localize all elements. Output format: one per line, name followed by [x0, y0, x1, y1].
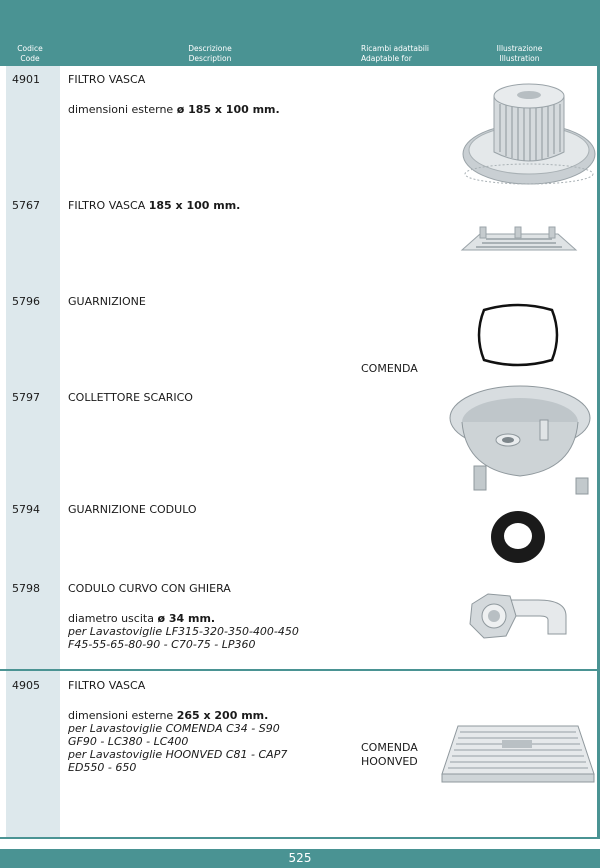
title-prefix: FILTRO VASCA	[68, 199, 149, 212]
adaptable-brand: COMENDA	[361, 362, 418, 375]
dims-value: 265 x 200 mm.	[176, 709, 269, 722]
item-title	[68, 199, 353, 212]
compat-line: per Lavastoviglie COMENDA C34 - S90	[68, 722, 280, 735]
item-title: COLLETTORE SCARICO	[68, 391, 193, 404]
item-code: 4905	[12, 679, 40, 692]
item-description	[68, 391, 353, 404]
drain-collector-image	[448, 382, 592, 496]
header-code-en: Code	[20, 54, 40, 63]
top-band	[0, 0, 600, 42]
gasket-ring-image	[470, 300, 566, 370]
item-description	[68, 199, 353, 212]
item-description	[68, 679, 353, 774]
item-code: 5797	[12, 391, 40, 404]
footer-band	[0, 849, 600, 868]
item-description	[68, 503, 353, 516]
header-ill-en: Illustration	[499, 54, 540, 63]
dims-prefix: dimensioni esterne	[68, 709, 177, 722]
header-ill-it: Illustrazione	[496, 44, 543, 53]
item-dimensions	[68, 709, 353, 722]
compat-line: per Lavastoviglie LF315-320-350-400-450	[68, 625, 299, 638]
header-description	[60, 44, 360, 64]
nozzle-gasket-image	[488, 508, 548, 566]
table-header	[0, 42, 600, 66]
compat-line: GF90 - LC380 - LC400	[68, 735, 189, 748]
header-code	[0, 44, 60, 64]
item-code: 4901	[12, 73, 40, 86]
bottom-divider	[0, 837, 600, 839]
dims-prefix: diametro uscita	[68, 612, 158, 625]
item-description	[68, 295, 353, 308]
adaptable-brands	[361, 741, 418, 769]
header-ric-it: Ricambi adattabili	[361, 44, 429, 53]
adaptable-brand: HOONVED	[361, 755, 418, 768]
item-title: GUARNIZIONE	[68, 295, 146, 308]
item-code: 5796	[12, 295, 40, 308]
adaptable-brand: COMENDA	[361, 741, 418, 754]
header-ric-en: Adaptable for	[361, 54, 412, 63]
dims-prefix: dimensioni esterne	[68, 103, 177, 116]
item-title: CODULO CURVO CON GHIERA	[68, 582, 231, 595]
header-code-it: Codice	[17, 44, 43, 53]
header-adaptable	[361, 44, 461, 64]
item-description	[68, 582, 353, 651]
item-dimensions	[68, 612, 353, 625]
item-title: FILTRO VASCA	[68, 679, 146, 692]
compat-line: F45-55-65-80-90 - C70-75 - LP360	[68, 638, 256, 651]
header-desc-en: Description	[188, 54, 232, 63]
item-title: FILTRO VASCA	[68, 73, 146, 86]
item-code: 5767	[12, 199, 40, 212]
code-column-background	[6, 66, 60, 837]
page-number: 525	[288, 851, 312, 865]
dims-value: ø 34 mm.	[157, 612, 216, 625]
item-dimensions	[68, 103, 353, 116]
round-filter-image	[462, 74, 597, 192]
dims-value: ø 185 x 100 mm.	[176, 103, 280, 116]
item-code: 5794	[12, 503, 40, 516]
title-dims: 185 x 100 mm.	[148, 199, 241, 212]
item-title: GUARNIZIONE CODULO	[68, 503, 197, 516]
curved-nozzle-image	[466, 590, 570, 650]
header-illustration	[462, 44, 577, 64]
rectangular-filter-image	[438, 722, 598, 786]
item-code: 5798	[12, 582, 40, 595]
half-filter-image	[460, 222, 578, 260]
compat-line: ED550 - 650	[68, 761, 137, 774]
header-desc-it: Descrizione	[188, 44, 232, 53]
section-divider	[0, 669, 600, 671]
item-description	[68, 73, 353, 116]
compat-line: per Lavastoviglie HOONVED C81 - CAP7	[68, 748, 288, 761]
